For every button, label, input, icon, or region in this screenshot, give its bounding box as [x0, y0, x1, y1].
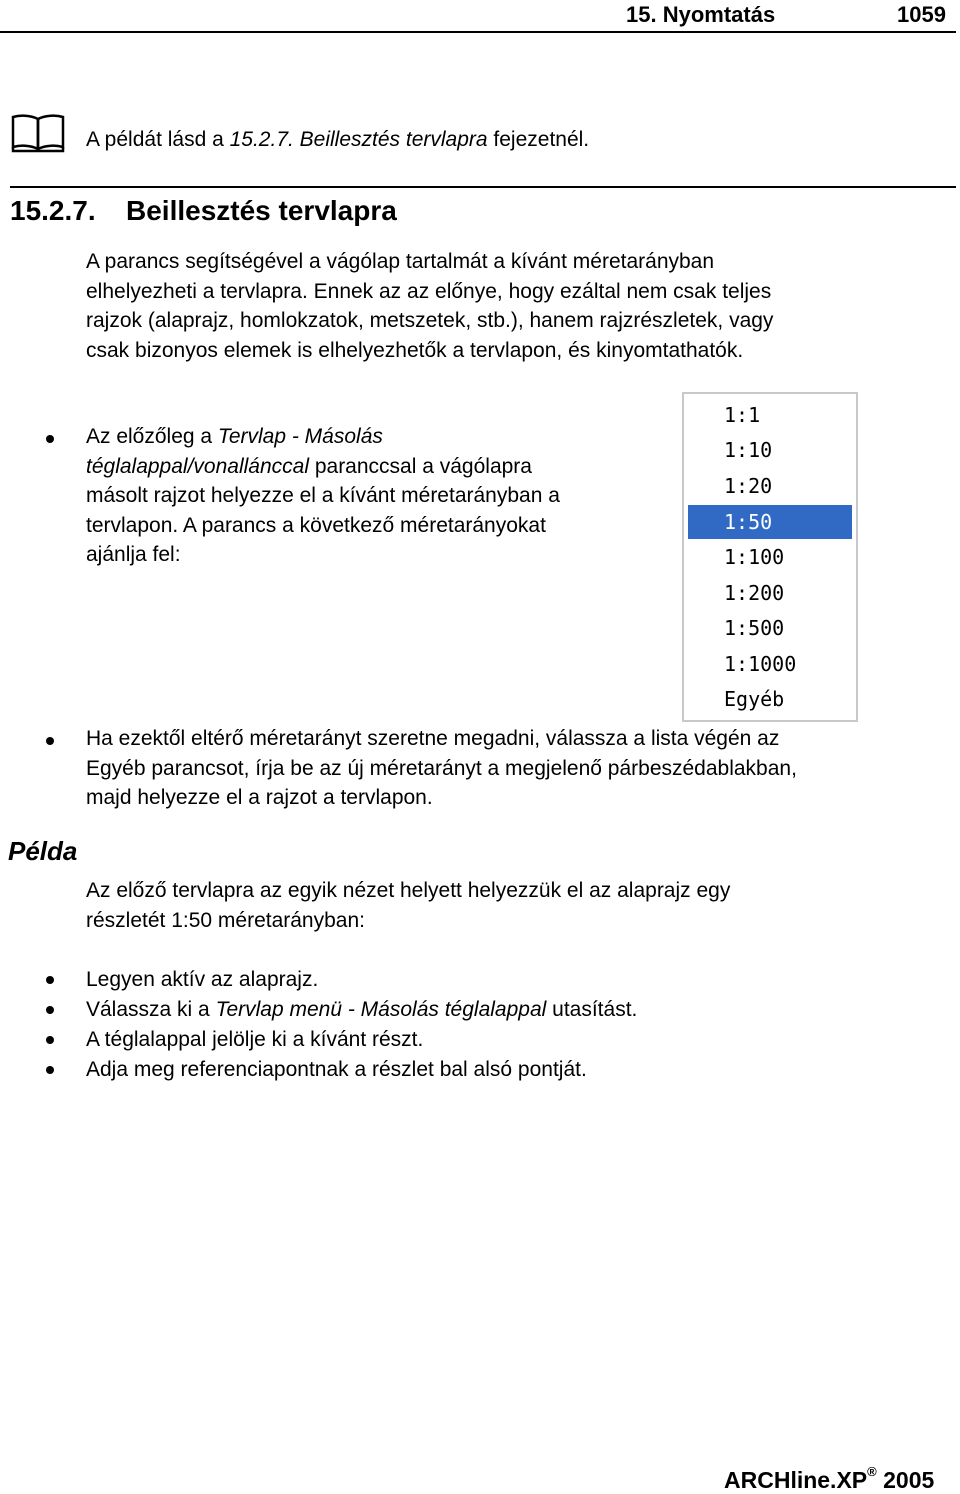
example-text: részletét 1:50 méretarányban: — [86, 908, 365, 932]
reference-suffix: fejezetnél. — [487, 128, 590, 151]
bullet1-text: tervlapon. A parancs a következő méretarányokat — [86, 513, 546, 537]
scale-option[interactable]: 1:500 — [724, 616, 785, 640]
step-text: utasítást. — [546, 998, 638, 1021]
section-title: Beillesztés tervlapra — [126, 195, 397, 226]
page-header — [0, 0, 956, 33]
bullet2-text: Egyéb parancsot, írja be az új méretarányt a megjelenő párbeszédablakban, — [86, 756, 797, 780]
bullet-dot — [46, 976, 54, 984]
bullet-custom-scale — [86, 724, 797, 813]
bullet-dot — [46, 1006, 54, 1014]
reference-note — [86, 128, 589, 152]
reference-link-text: 15.2.7. Beillesztés tervlapra — [229, 128, 488, 151]
step-text: Válassza ki a — [86, 998, 216, 1021]
header-page-number: 1059 — [897, 2, 946, 27]
example-label: Példa — [8, 836, 78, 866]
header-chapter: 15. Nyomtatás — [626, 2, 776, 27]
bullet2-text: majd helyezze el a rajzot a tervlapon. — [86, 786, 433, 809]
intro-line: csak bizonyos elemek is elhelyezhetők a tervlapon, és kinyomtathatók. — [86, 338, 744, 362]
scale-option[interactable]: 1:100 — [724, 545, 785, 569]
bullet1-text: Az előzőleg a — [86, 425, 218, 448]
example-step: Adja meg referenciapontnak a részlet bal alsó pontját. — [86, 1058, 587, 1081]
scale-list[interactable] — [682, 392, 858, 722]
bullet-dot — [46, 435, 54, 443]
example-step: Legyen aktív az alaprajz. — [86, 968, 319, 991]
example-text: Az előző tervlapra az egyik nézet helyett helyezzük el az alaprajz egy — [86, 879, 731, 902]
bullet1-text: másolt rajzot helyezze el a kívánt méretarányban a — [86, 484, 560, 507]
example-intro — [86, 876, 730, 935]
section-separator — [10, 186, 956, 188]
section-number: 15.2.7. — [10, 195, 96, 226]
bullet-dot — [46, 737, 54, 745]
scale-option-selected[interactable]: 1:50 — [688, 505, 852, 539]
command-name: téglalappal/vonallánccal — [86, 454, 309, 478]
example-step: A téglalappal jelölje ki a kívánt részt. — [86, 1028, 424, 1051]
footer-year: 2005 — [883, 1467, 935, 1493]
scale-option[interactable]: 1:20 — [724, 474, 773, 498]
intro-paragraph — [86, 247, 773, 365]
intro-line: elhelyezheti a tervlapra. Ennek az az előnye, hogy ezáltal nem csak teljes — [86, 279, 772, 303]
command-name: Tervlap - Másolás — [217, 425, 383, 448]
scale-option[interactable]: 1:1000 — [724, 652, 797, 676]
reference-prefix: A példát lásd a — [86, 128, 230, 151]
registered-mark: ® — [867, 1464, 877, 1479]
footer-product: ARCHline.XP — [724, 1467, 868, 1493]
scale-option[interactable]: 1:10 — [724, 438, 773, 462]
open-book-icon — [10, 113, 66, 153]
bullet2-text: Ha ezektől eltérő méretarányt szeretne megadni, válassza a lista végén az — [86, 727, 780, 750]
example-steps — [86, 965, 637, 1085]
bullet-dot — [46, 1036, 54, 1044]
scale-option[interactable]: 1:200 — [724, 581, 785, 605]
page-footer — [724, 1464, 934, 1494]
intro-line: A parancs segítségével a vágólap tartalmát a kívánt méretarányban — [86, 250, 715, 273]
example-step — [86, 995, 637, 1025]
bullet-dot — [46, 1066, 54, 1074]
bullet-scale-intro — [86, 422, 560, 570]
bullet1-text: ajánlja fel: — [86, 543, 181, 566]
scale-option-other[interactable]: Egyéb — [724, 687, 785, 711]
scale-option[interactable]: 1:1 — [724, 403, 761, 427]
bullet1-text: paranccsal a vágólapra — [309, 454, 532, 478]
intro-line: rajzok (alaprajz, homlokzatok, metszetek, stb.), hanem rajzrészletek, vagy — [86, 309, 774, 332]
command-name: Tervlap menü - Másolás téglalappal — [215, 998, 547, 1021]
